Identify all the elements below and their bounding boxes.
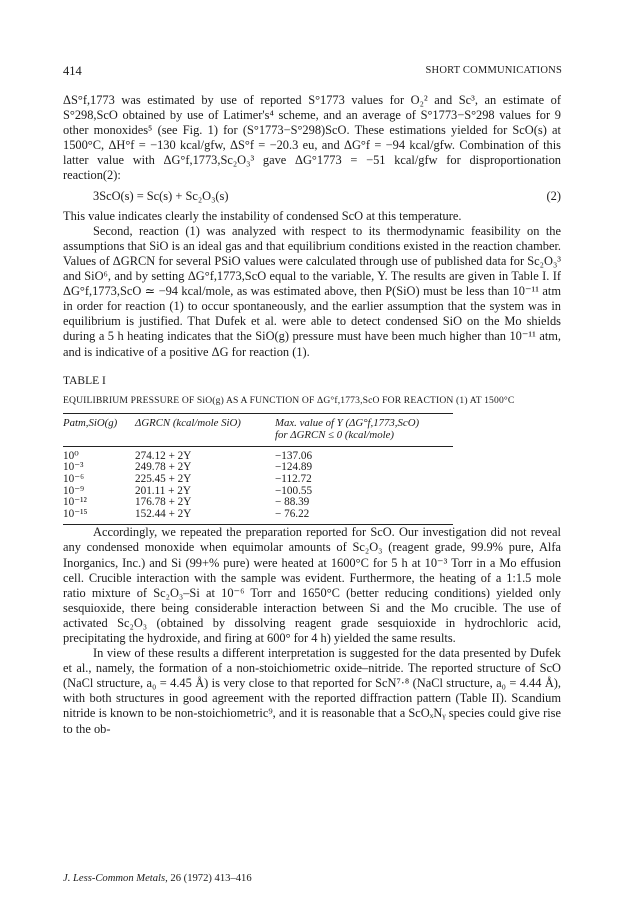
cell-pressure: 10⁻¹² <box>63 496 87 509</box>
table-row <box>63 446 453 462</box>
cell-delta-g: 176.78 + 2Y <box>135 496 192 509</box>
cell-max-y: −100.55 <box>275 484 313 497</box>
equation-text: 3ScO(s) = Sc(s) + Sc₂O₃(s) <box>93 188 229 203</box>
table-row <box>63 474 453 486</box>
table-equilibrium-pressure <box>63 413 453 526</box>
cell-pressure: 10⁻⁶ <box>63 472 84 485</box>
paragraph-repeated-preparation: Accordingly, we repeated the preparation reported for ScO. Our investigation did not reveal any condensed monoxide when equimolar amounts of Sc₂O₃ (reagent grade, 99.9% pure, Alfa Inorganics, Inc.) and Si (99+% pure) were heated at 1600°C for 5 h at 10⁻³ Torr in a Mo effusion cell. Crucible interaction with the sample was evident. Furthermore, the heating of a 1:1.5 mole ratio mixture of Sc₂O₃–Si at 10⁻⁶ Torr and 1650°C (better reducing conditions) yielded only sesquioxide, there being considerable interaction between Si and the Mo crucible. The use of activated Sc₂O₃ (obtained by dissolving reagent grade sesquioxide in hydrochloric acid, precipitating the hydroxide, and firing at 600° for 4 h) yielded the same results. <box>63 525 561 645</box>
table-header-row <box>63 413 453 446</box>
paragraph-entropy-estimate: ΔS°f,1773 was estimated by use of reported S°1773 values for O₂² and Sc³, an estimate of S°298,ScO obtained by use of Latimer's⁴ scheme, and an average of S°1773−S°298 values for 9 other monoxides⁵ (see Fig. 1) for (S°1773−S°298)ScO. These estimations yielded for ScO(s) at 1500°C, ΔH°f = −130 kcal/gfw, ΔS°f = −20.3 eu, and ΔG°f = −94 kcal/gfw. Combination of this latter value with ΔG°f,1773,Sc₂O₃³ gave ΔG°1773 = −51 kcal/gfw for disproportionation reaction(2): <box>63 93 561 183</box>
paragraph-instability: This value indicates clearly the instability of condensed ScO at this temperature. <box>63 208 462 223</box>
paragraph-interpretation: In view of these results a different interpretation is suggested for the data presented by Dufek et al., namely, the formation of a non-stoichiometric oxide–nitride. The reported structure of ScO (NaCl structure, a₀ = 4.45 Å) is very close to that reported for ScN⁷·⁸ (NaCl structure, a₀ = 4.44 Å), with both structures in good agreement with the reported diffraction pattern (Table II). Scandium nitride is known to be non-stoichiometric⁹, and it is reasonable that a ScOₓNᵧ species could give rise to the ob- <box>63 646 561 736</box>
running-title: SHORT COMMUNICATIONS <box>425 65 562 76</box>
equation-number: (2) <box>546 188 561 203</box>
table-row <box>63 462 453 474</box>
cell-delta-g: 274.12 + 2Y <box>135 449 192 462</box>
header-max-y-line1: Max. value of Y (ΔG°f,1773,ScO) <box>275 416 420 429</box>
cell-delta-g: 201.11 + 2Y <box>135 484 191 497</box>
cell-max-y: − 76.22 <box>275 509 453 525</box>
paragraph-reaction-analysis: Second, reaction (1) was analyzed with respect to its thermodynamic feasibility on the assumptions that SiO is an ideal gas and that equilibrium conditions existed in the reaction chamber. Values of ΔGRCN for several PSiO values were calculated through use of published data for Sc₂O₃³ and SiO⁶, and by setting ΔG°f,1773,ScO equal to the variable, Y. The results are given in Table I. If ΔG°f,1773,ScO ≃ −94 kcal/mole, as was estimated above, then P(SiO) must be less than 10⁻¹¹ atm in order for reaction (1) to occur spontaneously, and the earlier assumption that the system was in equilibrium is justified. That Dufek et al. were able to detect condensed SiO on the Mo shields during a 5 h heating indicates that the SiO(g) pressure must have been much higher than 10⁻¹¹ atm, and is indicative of a positive ΔG for reaction (1). <box>63 223 561 359</box>
header-pressure: Patm,SiO(g) <box>63 416 118 429</box>
cell-pressure: 10⁻⁹ <box>63 484 84 497</box>
header-max-y-line2: for ΔGRCN ≤ 0 (kcal/mole) <box>275 429 395 442</box>
header-max-y <box>275 413 453 446</box>
cell-delta-g: 152.44 + 2Y <box>135 509 275 525</box>
cell-max-y: − 88.39 <box>275 496 310 509</box>
article-body <box>63 93 561 737</box>
cell-max-y: −112.72 <box>275 472 312 485</box>
table-caption: EQUILIBRIUM PRESSURE OF SiO(g) AS A FUNCTION OF ΔG°f,1773,ScO FOR REACTION (1) AT 1500°C <box>63 394 515 406</box>
header-delta-g: ΔGRCN (kcal/mole SiO) <box>135 416 241 429</box>
page-number: 414 <box>63 64 82 78</box>
cell-pressure: 10⁰ <box>63 449 79 462</box>
cell-pressure: 10⁻¹⁵ <box>63 509 135 525</box>
cell-max-y: −124.89 <box>275 461 313 474</box>
table-row <box>63 486 453 498</box>
cell-pressure: 10⁻³ <box>63 461 84 474</box>
table-row <box>63 497 453 509</box>
journal-name: J. Less-Common Metals, <box>63 873 168 884</box>
table-row <box>63 509 453 525</box>
cell-delta-g: 249.78 + 2Y <box>135 461 192 474</box>
cell-max-y: −137.06 <box>275 449 313 462</box>
table-label: TABLE I <box>63 374 106 387</box>
equation-2 <box>63 189 561 204</box>
cell-delta-g: 225.45 + 2Y <box>135 472 192 485</box>
journal-footer <box>63 873 252 884</box>
journal-citation: 26 (1972) 413–416 <box>170 873 252 884</box>
